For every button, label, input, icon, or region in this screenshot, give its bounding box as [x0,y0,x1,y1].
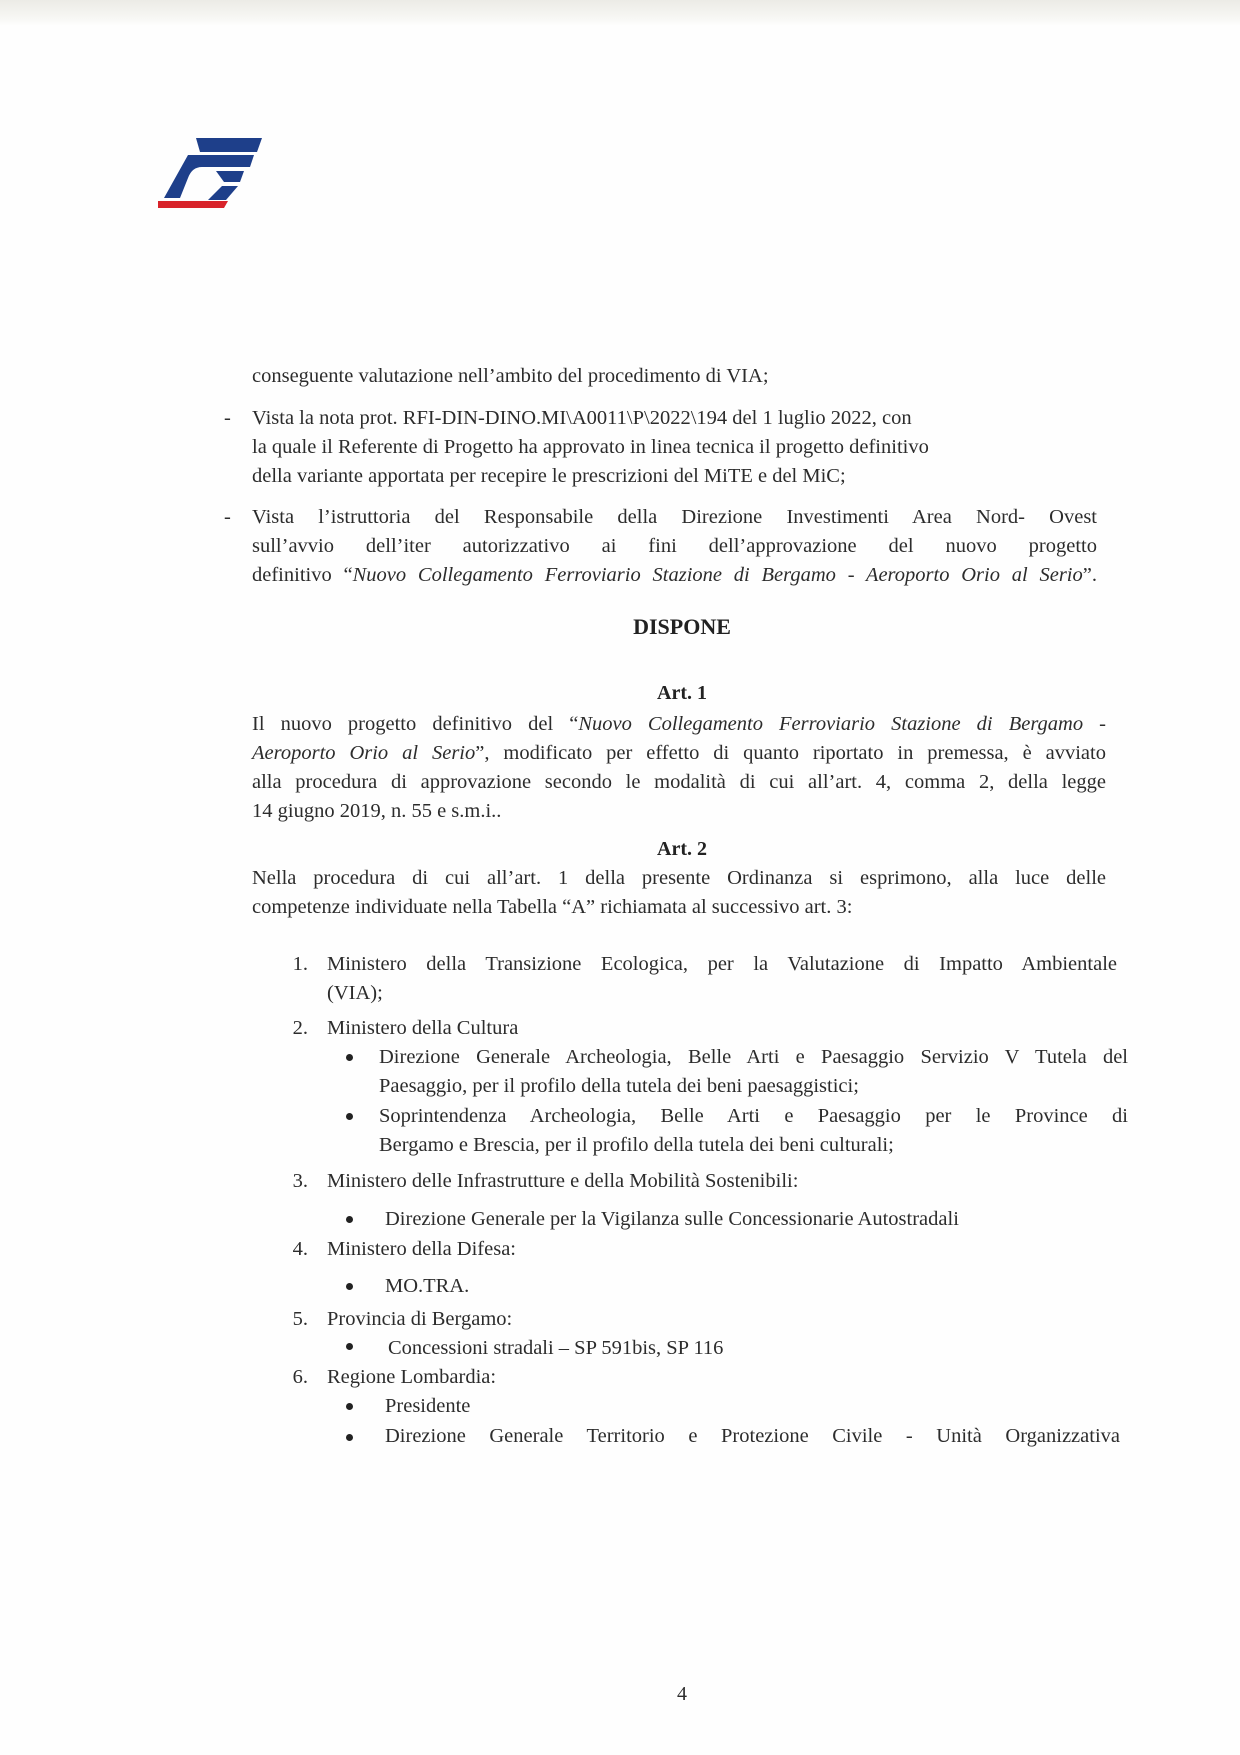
list-line: Ministero della Transizione Ecologica, per la Valutazione di Impatto Ambientale [327,953,1117,975]
bullet-line: Soprintendenza Archeologia, Belle Arti e Paesaggio per le Province di [379,1105,1128,1127]
bullet-point [346,1343,353,1350]
article-text: ”, modificato per effetto di quanto riportato in premessa, è avviato [475,742,1106,764]
premise-text: ”. [1082,564,1097,586]
premise-line: della variante apportata per recepire le prescrizioni del MiTE e del MiC; [252,465,846,487]
list-number: 3. [292,1170,308,1192]
bullet-point [346,1113,353,1120]
list-line: (VIA); [327,982,383,1004]
premise-item [224,503,1097,590]
list-number: 2. [292,1017,308,1039]
bullet-point [346,1283,353,1290]
list-hyphen: - [224,407,231,429]
list-line: Provincia di Bergamo: [327,1308,513,1330]
article-line [252,739,1106,768]
scan-top-edge [0,0,1240,26]
article-text: Il nuovo progetto definitivo del “ [252,713,579,735]
article-line: competenze individuate nella Tabella “A” richiamata al successivo art. 3: [252,896,853,918]
bullet-line: Paesaggio, per il profilo della tutela dei beni paesaggistici; [379,1075,859,1097]
list-line: Regione Lombardia: [327,1366,497,1388]
article-line: Nella procedura di cui all’art. 1 della presente Ordinanza si esprimono, alla luce delle [252,867,1106,889]
premise-line: Vista l’istruttoria del Responsabile della Direzione Investimenti Area Nord- Ovest [252,506,1097,528]
premise-line [252,561,1097,590]
project-title: Aeroporto Orio al Serio [252,742,476,764]
premise-item [224,404,1097,491]
bullet-line: MO.TRA. [385,1275,470,1297]
list-line: Ministero delle Infrastrutture e della Mobilità Sostenibili: [327,1170,799,1192]
article-line: alla procedura di approvazione secondo le modalità di cui all’art. 4, comma 2, della legge [252,771,1106,793]
article-line [252,710,1106,739]
dispone-heading: DISPONE [633,614,731,639]
project-title: Nuovo Collegamento Ferroviario Stazione di Bergamo - [578,713,1106,735]
page-number: 4 [677,1683,687,1705]
bullet-line: Presidente [385,1395,471,1417]
bullet-point [346,1434,353,1441]
article-1-title: Art. 1 [657,682,707,704]
article-1-body [252,710,1106,826]
list-line: Ministero della Cultura [327,1017,519,1039]
bullet-point [346,1054,353,1061]
list-line: Ministero della Difesa: [327,1238,517,1260]
article-2-body [252,864,1106,922]
premise-line: sull’avvio dell’iter autorizzativo ai fini dell’approvazione del nuovo progetto [252,535,1097,557]
bullet-point [346,1403,353,1410]
list-hyphen: - [224,506,231,528]
project-title: Nuovo Collegamento Ferroviario Stazione di Bergamo - Aeroporto Orio al Serio [352,564,1083,586]
article-2-title: Art. 2 [657,838,707,860]
list-number: 5. [292,1308,308,1330]
premise-text: definitivo “ [252,564,353,586]
bullet-line: Direzione Generale Archeologia, Belle Arti e Paesaggio Servizio V Tutela del [379,1046,1128,1068]
list-number: 4. [292,1238,308,1260]
bullet-point [346,1216,353,1223]
bullet-line: Bergamo e Brescia, per il profilo della tutela dei beni culturali; [379,1134,894,1156]
paragraph-continuation: conseguente valutazione nell’ambito del procedimento di VIA; [252,365,769,387]
bullet-line: Concessioni stradali – SP 591bis, SP 116 [388,1337,724,1359]
article-line: 14 giugno 2019, n. 55 e s.m.i.. [252,800,502,822]
bullet-line: Direzione Generale Territorio e Protezione Civile - Unità Organizzativa [385,1425,1120,1447]
bullet-line: Direzione Generale per la Vigilanza sulle Concessionarie Autostradali [385,1208,959,1230]
ferrovie-dello-stato-logo-icon [158,138,264,212]
premise-line: la quale il Referente di Progetto ha approvato in linea tecnica il progetto definitivo [252,436,929,458]
list-number: 6. [292,1366,308,1388]
list-number: 1. [292,953,308,975]
premise-line: Vista la nota prot. RFI-DIN-DINO.MI\A0011\P\2022\194 del 1 luglio 2022, con [252,407,912,429]
